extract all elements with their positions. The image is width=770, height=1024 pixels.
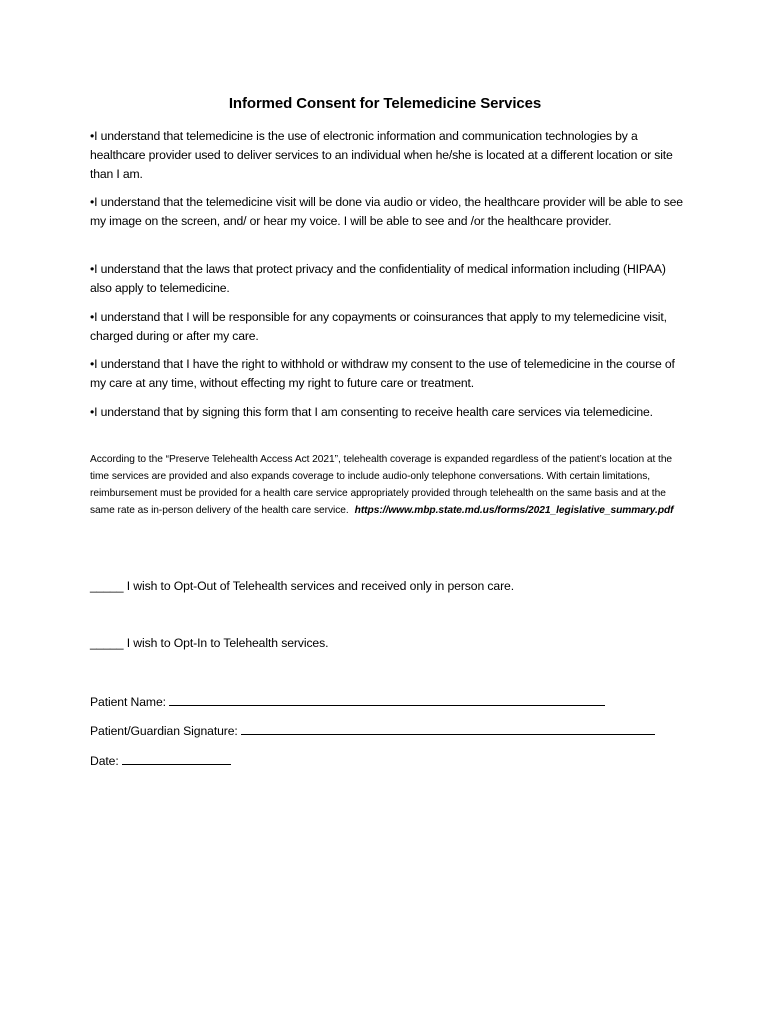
patient-name-field[interactable] xyxy=(169,692,605,706)
statement-copayments: •I understand that I will be responsible for any copayments or coinsurances that apply to my telemedicine visit, charged during or after my care. xyxy=(90,310,667,343)
signature-row xyxy=(90,721,655,741)
opt-in-blank[interactable]: _____ xyxy=(90,636,124,650)
date-label: Date: xyxy=(90,754,119,768)
opt-out-blank[interactable]: _____ xyxy=(90,579,124,593)
opt-in-label: I wish to Opt-In to Telehealth services. xyxy=(126,636,329,650)
opt-in-option xyxy=(90,634,328,653)
statement-withdraw-consent: •I understand that I have the right to withhold or withdraw my consent to the use of telemedicine in the course of my care at any time, without effecting my right to future care or treatment. xyxy=(90,357,675,390)
signature-field[interactable] xyxy=(241,721,655,735)
date-row xyxy=(90,751,231,771)
patient-name-row xyxy=(90,692,605,712)
telehealth-act-note-text: According to the “Preserve Telehealth Access Act 2021”, telehealth coverage is expanded regardless of the patient’s location at the time services are provided and also expands coverage to include audio-only telephone conversations. With certain limitations, reimbursement must be provided for a health care service appropriately provided through telehealth on the same basis and at the same rate as in-person delivery of the health care service. xyxy=(90,454,673,516)
patient-name-label: Patient Name: xyxy=(90,695,166,709)
telehealth-act-note xyxy=(90,451,675,519)
legislative-summary-link[interactable]: https://www.mbp.state.md.us/forms/2021_legislative_summary.pdf xyxy=(354,505,674,516)
statement-privacy-laws: •I understand that the laws that protect privacy and the confidentiality of medical information including (HIPAA) also apply to telemedicine. xyxy=(90,262,666,295)
signature-label: Patient/Guardian Signature: xyxy=(90,724,238,738)
statement-signing-consent: •I understand that by signing this form that I am consenting to receive health care services via telemedicine. xyxy=(90,405,653,419)
statement-telemedicine-definition: •I understand that telemedicine is the use of electronic information and communication technologies by a healthcare provider used to deliver services to an individual when he/she is located at a different location or site than I am. xyxy=(90,129,673,181)
statement-audio-video: •I understand that the telemedicine visit will be done via audio or video, the healthcare provider will be able to see my image on the screen, and/ or hear my voice. I will be able to see and /or the healthcare provider. xyxy=(90,195,683,228)
opt-out-label: I wish to Opt-Out of Telehealth services and received only in person care. xyxy=(126,579,515,593)
document-title: Informed Consent for Telemedicine Services xyxy=(228,95,542,112)
opt-out-option xyxy=(90,577,514,596)
date-field[interactable] xyxy=(122,751,231,765)
